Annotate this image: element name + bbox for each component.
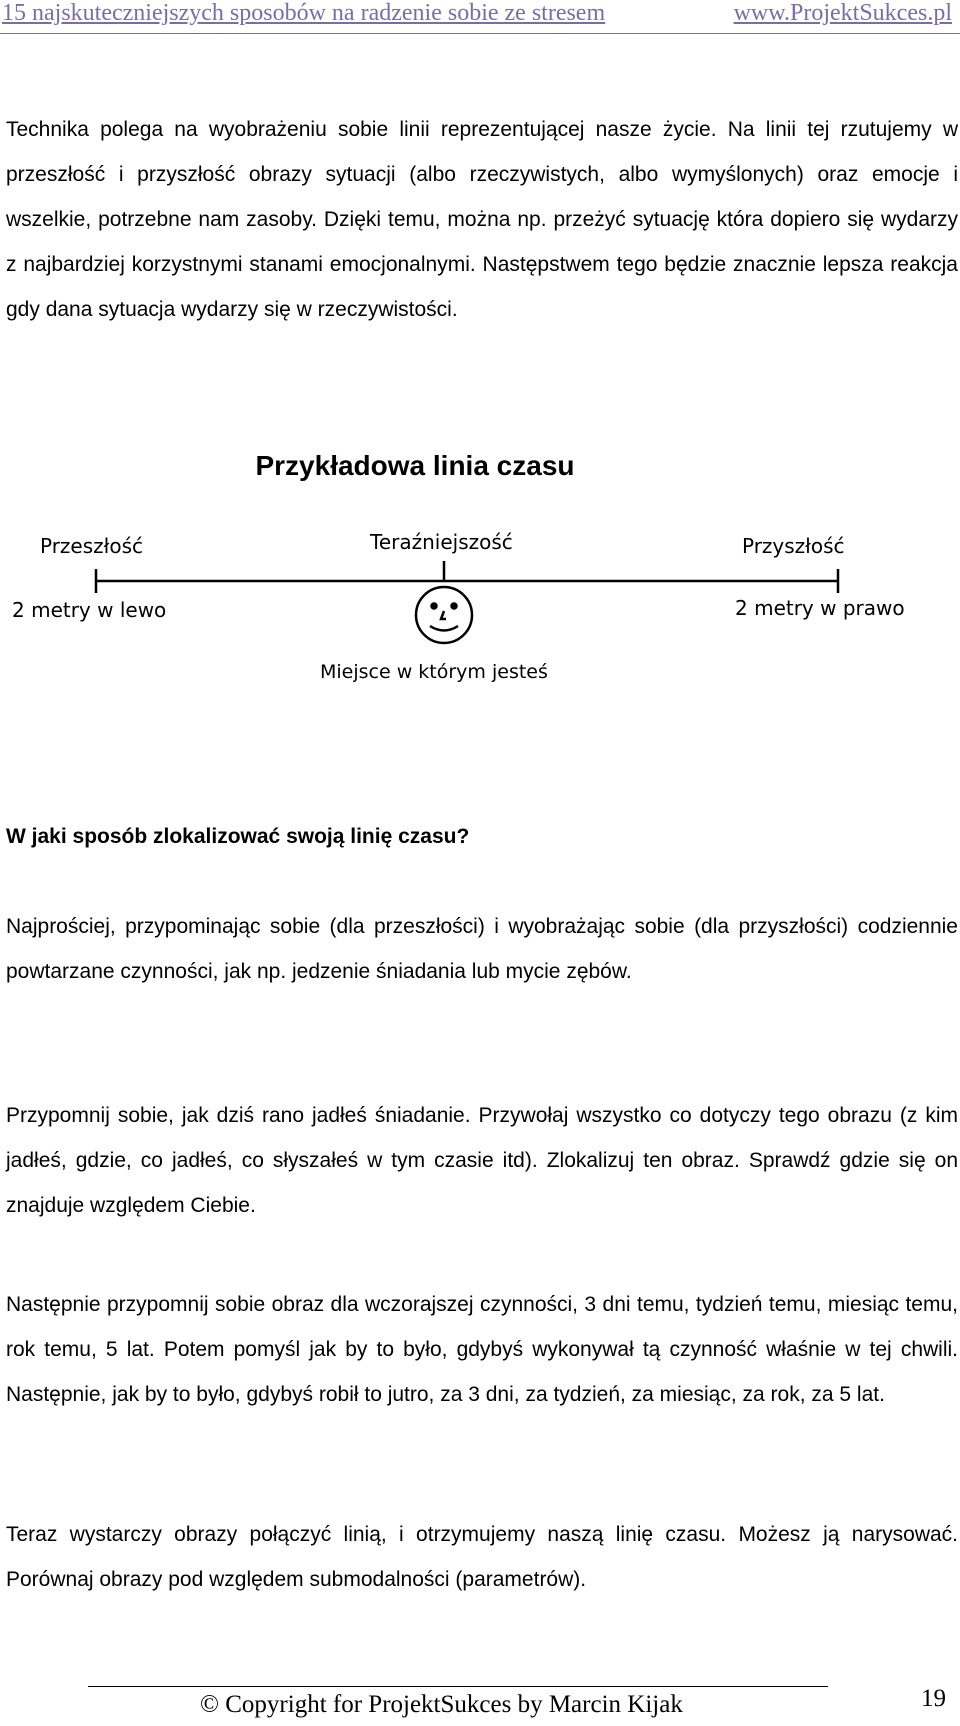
header-divider: [0, 33, 960, 34]
diagram-title: Przykładowa linia czasu: [255, 450, 575, 481]
right-distance-label: 2 metry w prawo: [735, 596, 905, 620]
section-paragraph: Następnie przypomnij sobie obraz dla wczorajszej czynności, 3 dni temu, tydzień temu, miesiąc temu, rok temu, 5 lat. Potem pomyśl jak by to było, gdybyś wykonywał tą czynność właśnie w tej chwili. Następnie, jak by to było, gdybyś robił to jutro, za 3 dni, za tydzień, za miesiąc, za rok, za 5 lat.: [6, 1293, 958, 1406]
section-heading: W jaki sposób zlokalizować swoją linię czasu?: [6, 825, 470, 848]
you-are-here-label: Miejsce w którym jesteś: [320, 661, 548, 683]
page-number: 19: [921, 1685, 946, 1712]
footer-divider: [88, 1686, 828, 1687]
section-paragraph: Najprościej, przypominając sobie (dla przeszłości) i wyobrażając sobie (dla przyszłości) codziennie powtarzane czynności, jak np. jedzenie śniadania lub mycie zębów.: [6, 915, 958, 983]
intro-paragraph: Technika polega na wyobrażeniu sobie linii reprezentującej nasze życie. Na linii tej rzutujemy w przeszłość i przyszłość obrazy sytuacji (albo rzeczywistych, albo wymyślonych) oraz emocje i wszelkie, potrzebne nam zasoby. Dzięki temu, można np. przeżyć sytuację która dopiero się wydarzy z najbardziej korzystnymi stanami emocjonalnymi. Następstwem tego będzie znacznie lepsza reakcja gdy dana sytuacja wydarzy się w rzeczywistości.: [6, 118, 958, 321]
document-title-link[interactable]: 15 najskuteczniejszych sposobów na radzenie sobie ze stresem: [2, 0, 606, 26]
footer-copyright: © Copyright for ProjektSukces by Marcin Kijak: [200, 1691, 683, 1718]
timeline-line: [96, 561, 838, 593]
section-paragraph: Przypomnij sobie, jak dziś rano jadłeś śniadanie. Przywołaj wszystko co dotyczy tego obrazu (z kim jadłeś, gdzie, co jadłeś, co słyszałeś w tym czasie itd). Zlokalizuj ten obraz. Sprawdź gdzie się on znajduje względem Ciebie.: [6, 1104, 958, 1217]
timeline-diagram: [0, 445, 960, 705]
present-label: Teraźniejszość: [370, 530, 513, 554]
smiley-face-icon: [416, 587, 472, 643]
past-label: Przeszłość: [40, 534, 143, 558]
left-distance-label: 2 metry w lewo: [12, 598, 167, 622]
future-label: Przyszłość: [742, 534, 845, 558]
page-header: [0, 0, 960, 34]
section-paragraph: Teraz wystarczy obrazy połączyć linią, i otrzymujemy naszą linię czasu. Możesz ją narysować. Porównaj obrazy pod względem submodalności (parametrów).: [6, 1523, 958, 1591]
website-link[interactable]: www.ProjektSukces.pl: [733, 0, 952, 26]
